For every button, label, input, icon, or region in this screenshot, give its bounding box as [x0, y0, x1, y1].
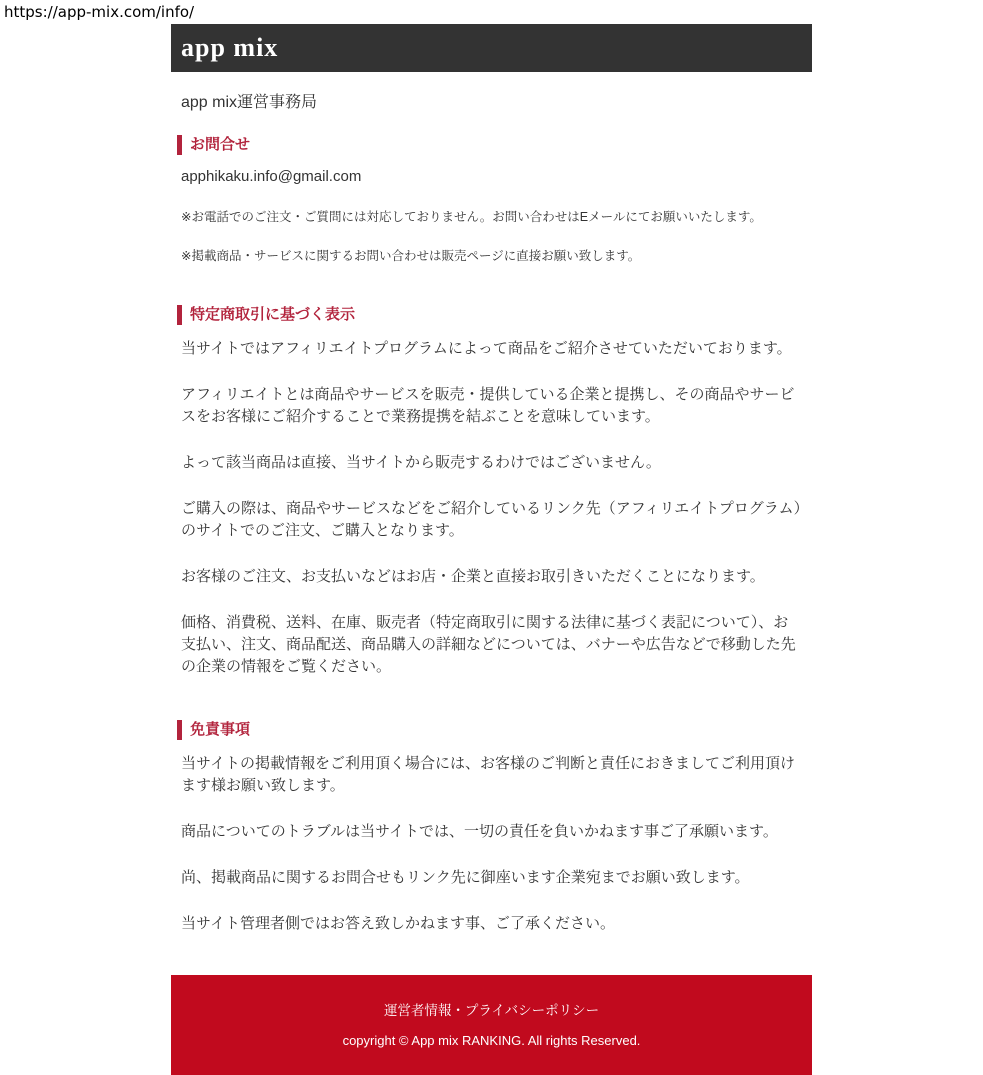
disclaimer-paragraph: 尚、掲載商品に関するお問合せもリンク先に御座います企業宛までお願い致します。: [181, 869, 750, 886]
disclosure-paragraph: お客様のご注文、お支払いなどはお店・企業と直接お取引きいただくことになります。: [181, 568, 765, 585]
site-header: [171, 24, 812, 72]
disclosure-paragraph: アフィリエイトとは商品やサービスを販売・提供している企業と提携し、その商品やサービスをお客様にご紹介することで業務提携を結ぶことを意味しています。: [181, 386, 795, 425]
footer-link-operator-privacy[interactable]: 運営者情報・プライバシーポリシー: [383, 1003, 600, 1018]
page-url: https://app-mix.com/info/: [4, 3, 195, 21]
section-heading-contact: お問合せ: [177, 135, 802, 155]
disclosure-paragraph: 当サイトではアフィリエイトプログラムによって商品をご紹介させていただいております。: [181, 340, 792, 357]
disclosure-paragraph: よって該当商品は直接、当サイトから販売するわけではございません。: [181, 454, 661, 471]
section-heading-disclaimer: 免責事項: [177, 720, 802, 740]
disclosure-paragraph: 価格、消費税、送料、在庫、販売者（特定商取引に関する法律に基づく表記について）、お支払い、注文、商品配送、商品購入の詳細などについては、バナーや広告などで移動した先の企業の情報をご覧ください。: [181, 614, 796, 675]
page-container: [171, 24, 812, 1075]
page-footer: [171, 975, 812, 1075]
section-commerce-disclosure: [181, 305, 802, 678]
disclosure-paragraph: ご購入の際は、商品やサービスなどをご紹介しているリンク先（アフィリエイトプログラム）のサイトでのご注文、ご購入となります。: [181, 500, 802, 539]
operator-name: app mix運営事務局: [181, 94, 318, 111]
contact-note: ※お電話でのご注文・ご質問には対応しておりません。お問い合わせはEメールにてお願いいたします。: [181, 210, 762, 224]
disclaimer-paragraph: 当サイト管理者側ではお答え致しかねます事、ご了承ください。: [181, 915, 615, 932]
site-title[interactable]: app mix: [181, 33, 279, 62]
contact-email: apphikaku.info@gmail.com: [181, 168, 362, 185]
section-disclaimer: [181, 720, 802, 935]
copyright-text: copyright © App mix RANKING. All rights Reserved.: [342, 1033, 641, 1048]
section-heading-commerce-disclosure: 特定商取引に基づく表示: [177, 305, 802, 325]
main-content: [171, 94, 812, 935]
disclaimer-paragraph: 商品についてのトラブルは当サイトでは、一切の責任を負いかねます事ご了承願います。: [181, 823, 778, 840]
contact-note: ※掲載商品・サービスに関するお問い合わせは販売ページに直接お願い致します。: [181, 249, 641, 263]
disclaimer-paragraph: 当サイトの掲載情報をご利用頂く場合には、お客様のご判断と責任におきましてご利用頂けます様お願い致します。: [181, 755, 795, 794]
section-contact: [181, 135, 802, 263]
